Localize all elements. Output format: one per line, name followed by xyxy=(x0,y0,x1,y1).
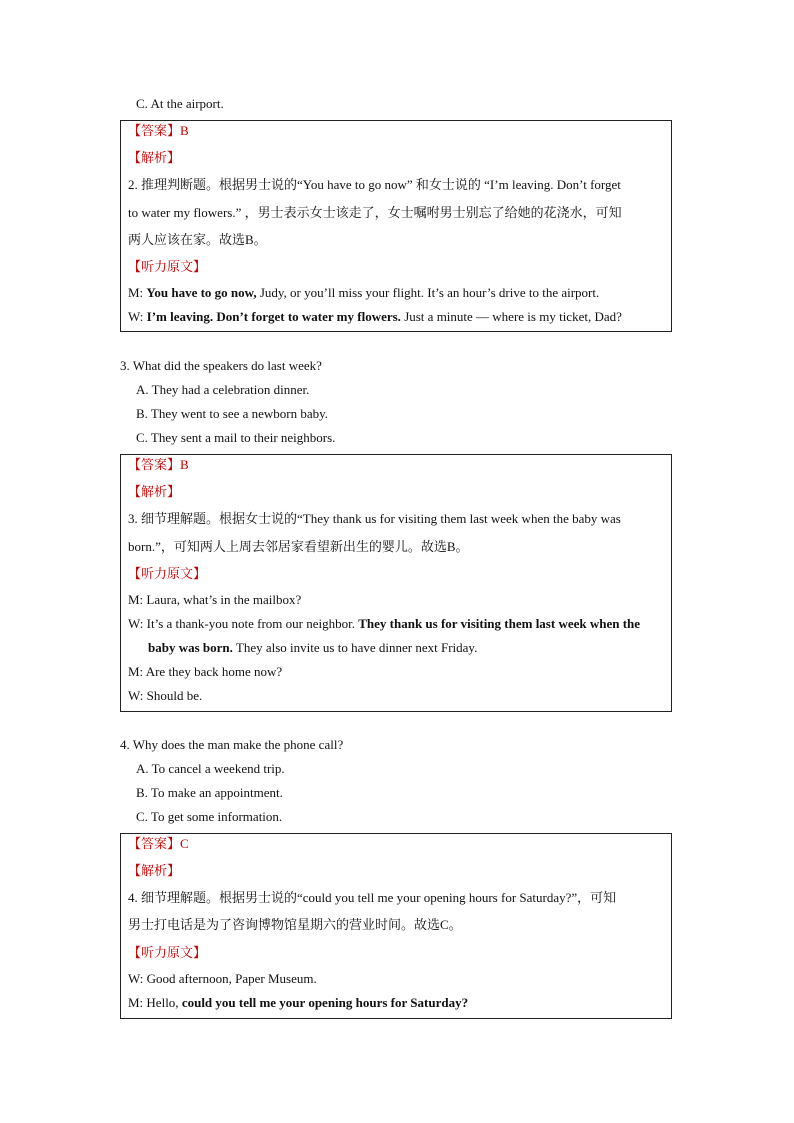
speaker: W: xyxy=(128,616,144,631)
q2-option-c: C. At the airport. xyxy=(136,96,224,111)
transcript-line xyxy=(128,995,468,1011)
transcript-tag: 【听力原文】 xyxy=(128,566,207,581)
q3-answer-box xyxy=(120,454,672,712)
transcript-tag: 【听力原文】 xyxy=(128,945,207,960)
analysis-text: 2. 推理判断题。根据男士说的“You have to go now” 和女士说的 “I’m leaving. Don’t forget xyxy=(128,177,621,192)
transcript-text: Just a minute — where is my ticket, Dad? xyxy=(400,309,622,324)
speaker: M: xyxy=(128,285,144,300)
transcript-line xyxy=(128,309,622,325)
transcript-line xyxy=(148,640,477,656)
key-sentence: I’m leaving. Don’t forget to water my flowers. xyxy=(146,309,401,324)
analysis-text: born.”，可知两人上周去邻居家看望新出生的婴儿。故选B。 xyxy=(128,539,469,554)
analysis-tag: 【解析】 xyxy=(128,150,181,165)
analysis-text: to water my flowers.” ，男士表示女士该走了，女士嘱咐男士别忘了给她的花浇水，可知 xyxy=(128,205,622,220)
answer-tag: 【答案】 xyxy=(128,457,181,472)
analysis-tag: 【解析】 xyxy=(128,484,181,499)
transcript-line: M: Are they back home now? xyxy=(128,664,283,679)
key-sentence: You have to go now, xyxy=(146,285,257,300)
transcript-text: They also invite us to have dinner next Friday. xyxy=(232,640,478,655)
answer-tag: 【答案】 xyxy=(128,123,181,138)
q4-answer-line xyxy=(128,836,189,852)
transcript-line xyxy=(128,285,599,301)
q3-option-a: A. They had a celebration dinner. xyxy=(136,382,310,397)
q3-option-b: B. They went to see a newborn baby. xyxy=(136,406,329,421)
answer-tag: 【答案】 xyxy=(128,836,181,851)
speaker: W: xyxy=(128,309,144,324)
transcript-line: W: Should be. xyxy=(128,688,203,703)
q4-answer-box xyxy=(120,833,672,1019)
transcript-text: Hello, xyxy=(143,995,182,1010)
analysis-tag: 【解析】 xyxy=(128,863,181,878)
transcript-text: It’s a thank-you note from our neighbor. xyxy=(143,616,359,631)
q4-option-b: B. To make an appointment. xyxy=(136,785,283,800)
transcript-text: Judy, or you’ll miss your flight. It’s an hour’s drive to the airport. xyxy=(256,285,600,300)
transcript-tag: 【听力原文】 xyxy=(128,259,207,274)
q4-option-c: C. To get some information. xyxy=(136,809,283,824)
q4-question: 4. Why does the man make the phone call? xyxy=(120,737,344,752)
q3-answer-line xyxy=(128,457,189,473)
q2-answer-box xyxy=(120,120,672,332)
q2-answer-line xyxy=(128,123,189,139)
transcript-line: M: Laura, what’s in the mailbox? xyxy=(128,592,302,607)
answer-value: B xyxy=(180,123,189,138)
answer-value: C xyxy=(180,836,189,851)
key-sentence: They thank us for visiting them last week when the xyxy=(358,616,641,631)
answer-value: B xyxy=(180,457,189,472)
q3-option-c: C. They sent a mail to their neighbors. xyxy=(136,430,336,445)
analysis-text: 3. 细节理解题。根据女士说的“They thank us for visiting them last week when the baby was xyxy=(128,511,621,526)
transcript-line: W: Good afternoon, Paper Museum. xyxy=(128,971,317,986)
transcript-line xyxy=(128,616,640,632)
analysis-text: 男士打电话是为了咨询博物馆星期六的营业时间。故选C。 xyxy=(128,917,462,932)
analysis-text: 4. 细节理解题。根据男士说的“could you tell me your opening hours for Saturday?”，可知 xyxy=(128,890,617,905)
speaker: M: xyxy=(128,995,144,1010)
key-sentence: could you tell me your opening hours for Saturday? xyxy=(181,995,469,1010)
q4-option-a: A. To cancel a weekend trip. xyxy=(136,761,285,776)
analysis-text: 两人应该在家。故选B。 xyxy=(128,232,267,247)
q3-question: 3. What did the speakers do last week? xyxy=(120,358,322,373)
key-sentence: baby was born. xyxy=(148,640,233,655)
